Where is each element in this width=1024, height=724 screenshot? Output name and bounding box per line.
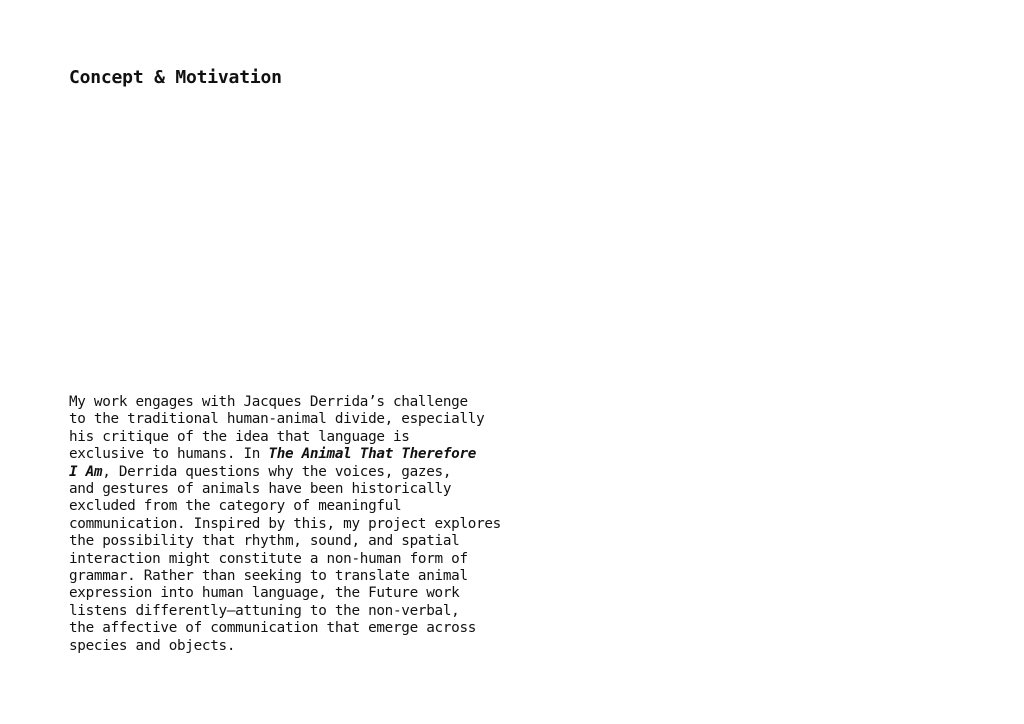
text-line: to the traditional human-animal divide, especially xyxy=(69,411,485,428)
book-title: The Animal That Therefore xyxy=(268,446,477,463)
text-line: My work engages with Jacques Derrida’s challenge xyxy=(69,394,468,410)
text-line: the possibility that rhythm, sound, and spatial xyxy=(69,533,460,550)
text-line: excluded from the category of meaningful xyxy=(69,498,402,515)
text-line: communication. Inspired by this, my project explores xyxy=(69,515,501,532)
text-line: his critique of the idea that language is xyxy=(69,428,410,445)
text-line xyxy=(69,464,529,481)
book-title: I Am xyxy=(69,463,103,480)
text-line: listens differently—attuning to the non-verbal, xyxy=(69,602,460,619)
text-line: grammar. Rather than seeking to translate animal xyxy=(69,568,468,585)
text-fragment: exclusive to humans. In xyxy=(69,446,269,463)
text-line xyxy=(69,446,529,463)
text-line: the affective of communication that emerge across xyxy=(69,620,477,637)
text-fragment: , Derrida questions why the voices, gazes, xyxy=(102,463,452,480)
text-line: and gestures of animals have been historically xyxy=(69,481,452,498)
page-title: Concept & Motivation xyxy=(69,67,282,88)
text-line: interaction might constitute a non-human form of xyxy=(69,550,468,567)
body-paragraph xyxy=(69,394,529,655)
text-line: expression into human language, the Future work xyxy=(69,585,460,602)
text-line: species and objects. xyxy=(69,637,236,654)
